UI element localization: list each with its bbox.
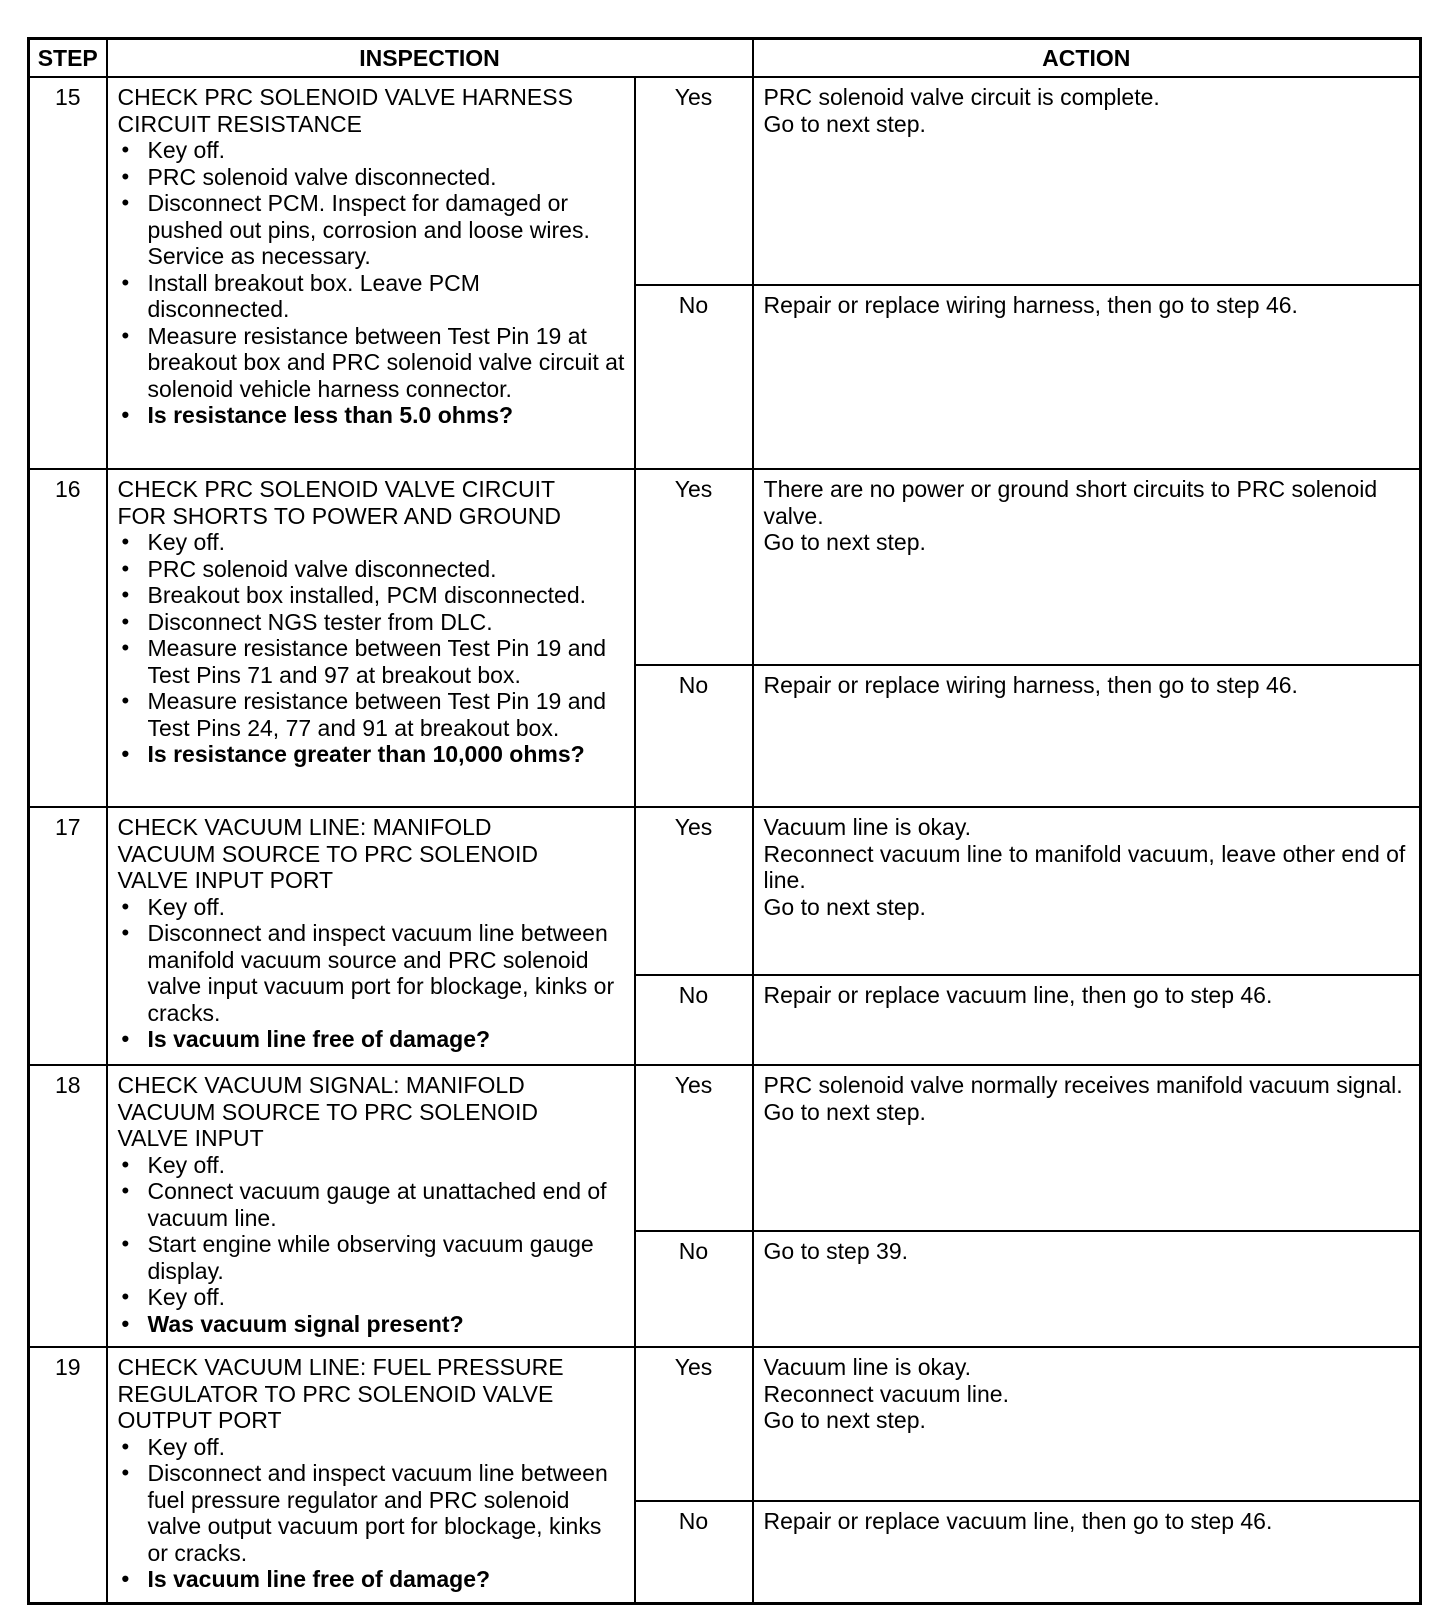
inspection-step-item: • Measure resistance between Test Pin 19 at breakout box and PRC solenoid valve circuit at solenoid vehicle harness connector. [118,323,626,403]
yes-action-line: PRC solenoid valve normally receives manifold vacuum signal. [763,1072,1403,1098]
yes-action-line: Go to next step. [763,893,926,920]
inspection-step-item: • Measure resistance between Test Pin 19 and Test Pins 24, 77 and 91 at breakout box. [118,688,626,741]
yes-action-line: PRC solenoid valve circuit is complete. [763,84,1160,110]
inspection-step-item: • Key off. [118,137,626,164]
inspection-cell [107,469,635,807]
inspection-step-item: • Start engine while observing vacuum gauge display. [118,1231,626,1284]
inspection-step-item: • Disconnect and inspect vacuum line between manifold vacuum source and PRC solenoid valve input vacuum port for blockage, kinks or cracks. [118,920,626,1026]
yes-action-line: Go to next step. [763,1098,926,1125]
inspection-title-line: VALVE INPUT PORT [117,867,334,893]
inspection-title-line: CHECK VACUUM LINE: FUEL PRESSURE [117,1354,564,1380]
action-header: ACTION [753,39,1421,78]
step-header: STEP [29,39,107,78]
no-action [753,1231,1421,1347]
step-number: 18 [29,1065,107,1347]
inspection-title-line: CHECK PRC SOLENOID VALVE HARNESS [117,84,573,110]
inspection-cell [107,77,635,469]
inspection-question: • Is resistance greater than 10,000 ohms? [118,741,626,768]
inspection-header: INSPECTION [107,39,753,78]
inspection-steps-list [118,894,626,1053]
inspection-title-line: VALVE INPUT [117,1125,264,1151]
no-label: No [635,665,753,807]
no-action [753,665,1421,807]
inspection-title-line: CHECK PRC SOLENOID VALVE CIRCUIT [117,476,556,502]
yes-action-line: Vacuum line is okay. [763,814,972,840]
inspection-title-line: REGULATOR TO PRC SOLENOID VALVE [117,1380,554,1407]
inspection-step-item: • PRC solenoid valve disconnected. [118,556,626,583]
yes-label: Yes [635,1347,753,1501]
no-action-line: Repair or replace vacuum line, then go to step 46. [763,982,1273,1008]
inspection-title-line: VACUUM SOURCE TO PRC SOLENOID [117,840,538,867]
inspection-step-item: • Install breakout box. Leave PCM disconnected. [118,270,626,323]
inspection-title-line: FOR SHORTS TO POWER AND GROUND [117,502,561,529]
inspection-cell [107,1065,635,1347]
inspection-step-item: • Key off. [118,1284,626,1311]
no-label: No [635,1501,753,1604]
yes-action-line: Reconnect vacuum line. [763,1380,1009,1407]
inspection-step-item: • Disconnect and inspect vacuum line between fuel pressure regulator and PRC solenoid valve output vacuum port for blockage, kinks or cracks. [118,1460,626,1566]
step-row-yes [29,469,1421,665]
step-row-yes [29,1065,1421,1231]
no-action-line: Repair or replace wiring harness, then go to step 46. [763,292,1298,318]
diagnostic-procedure-sheet [27,37,1419,1605]
inspection-step-item: • Key off. [118,894,626,921]
inspection-step-item: • Breakout box installed, PCM disconnected. [118,582,626,609]
no-action [753,1501,1421,1604]
yes-label: Yes [635,77,753,285]
inspection-question: • Is vacuum line free of damage? [118,1566,626,1593]
inspection-step-item: • Key off. [118,1434,626,1461]
inspection-title-line: CIRCUIT RESISTANCE [117,110,363,137]
inspection-step-item: • PRC solenoid valve disconnected. [118,164,626,191]
step-number: 16 [29,469,107,807]
inspection-step-item: • Disconnect NGS tester from DLC. [118,609,626,636]
yes-action-line: Go to next step. [763,1407,926,1433]
no-label: No [635,975,753,1065]
inspection-step-item: • Key off. [118,529,626,556]
inspection-question: • Is resistance less than 5.0 ohms? [118,402,626,429]
no-action [753,285,1421,469]
yes-action-line: Vacuum line is okay. [763,1354,972,1380]
inspection-steps-list [118,1152,626,1338]
yes-action-line: There are no power or ground short circuits to PRC solenoid valve. [763,476,1378,529]
yes-label: Yes [635,807,753,975]
inspection-step-item: • Disconnect PCM. Inspect for damaged or pushed out pins, corrosion and loose wires. Service as necessary. [118,190,626,270]
header-row [29,39,1421,78]
step-number: 19 [29,1347,107,1604]
inspection-title-line: OUTPUT PORT [117,1407,282,1433]
inspection-cell [107,807,635,1065]
yes-action-line: Reconnect vacuum line to manifold vacuum, leave other end of line. [763,840,1406,893]
inspection-step-item: • Connect vacuum gauge at unattached end of vacuum line. [118,1178,626,1231]
yes-label: Yes [635,1065,753,1231]
inspection-title-line: VACUUM SOURCE TO PRC SOLENOID [117,1098,538,1125]
step-row-yes [29,1347,1421,1501]
inspection-step-item: • Measure resistance between Test Pin 19 and Test Pins 71 and 97 at breakout box. [118,635,626,688]
step-row-yes [29,807,1421,975]
yes-label: Yes [635,469,753,665]
yes-action [753,1065,1421,1231]
yes-action-line: Go to next step. [763,529,926,555]
step-row-yes [29,77,1421,285]
inspection-cell [107,1347,635,1604]
step-number: 15 [29,77,107,469]
no-label: No [635,1231,753,1347]
yes-action [753,807,1421,975]
inspection-step-item: • Key off. [118,1152,626,1179]
inspection-title-line: CHECK VACUUM LINE: MANIFOLD [117,814,492,840]
no-action-line: Repair or replace vacuum line, then go to step 46. [763,1508,1273,1534]
inspection-steps-list [118,1434,626,1593]
no-action [753,975,1421,1065]
no-action-line: Repair or replace wiring harness, then go to step 46. [763,672,1298,698]
yes-action-line: Go to next step. [763,110,926,137]
no-label: No [635,285,753,469]
step-number: 17 [29,807,107,1065]
inspection-question: • Is vacuum line free of damage? [118,1026,626,1053]
inspection-steps-list [118,529,626,768]
yes-action [753,1347,1421,1501]
inspection-title-line: CHECK VACUUM SIGNAL: MANIFOLD [117,1072,525,1098]
no-action-line: Go to step 39. [763,1238,908,1264]
inspection-question: • Was vacuum signal present? [118,1311,626,1338]
yes-action [753,77,1421,285]
yes-action [753,469,1421,665]
diagnostic-table [27,37,1422,1605]
inspection-steps-list [118,137,626,429]
